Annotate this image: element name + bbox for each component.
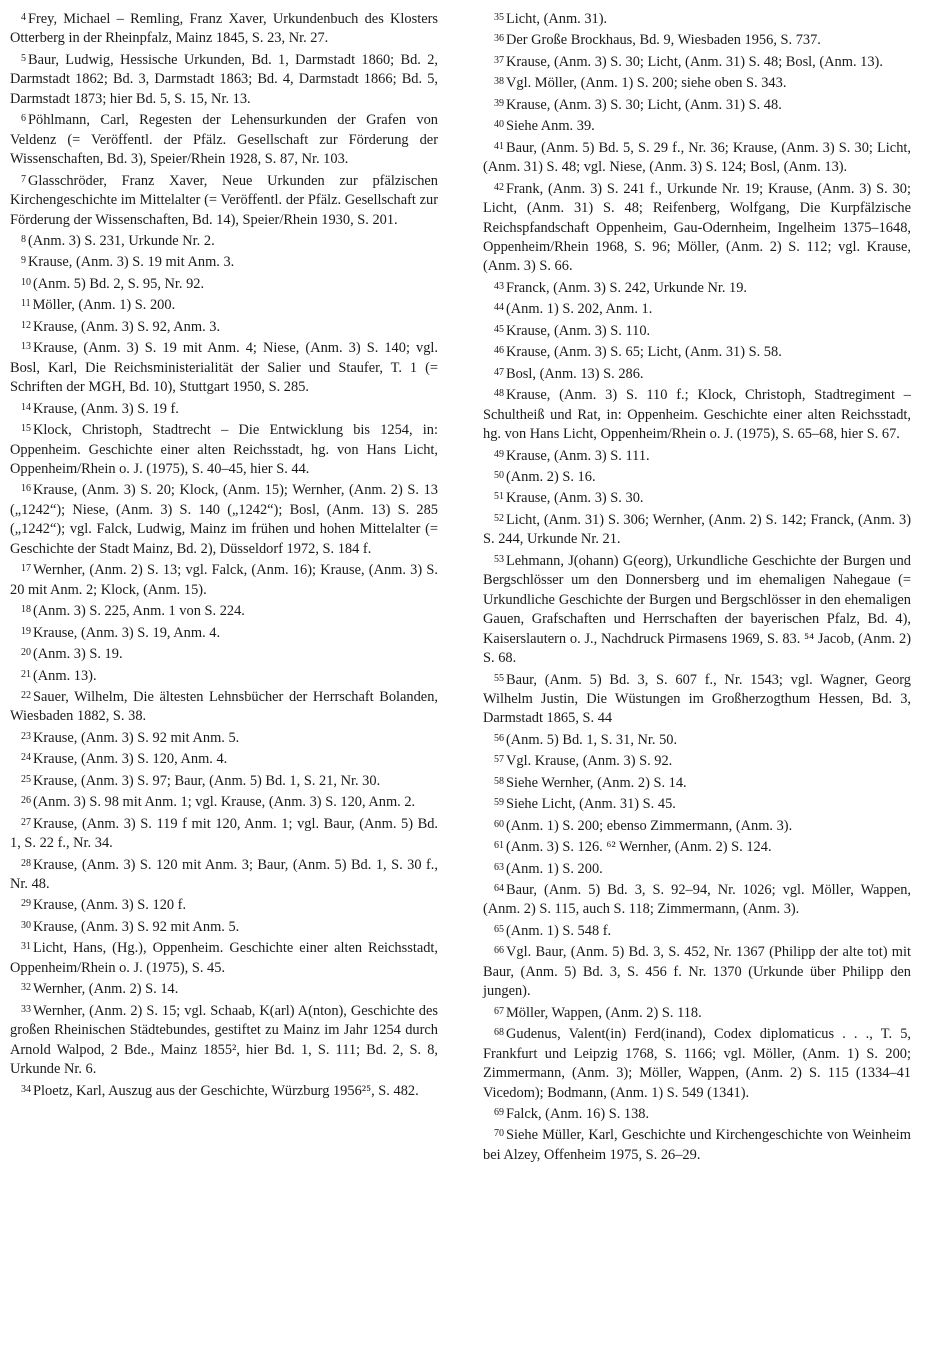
footnote-number: 10 [21,276,31,288]
footnote-text: (Anm. 1) S. 202, Anm. 1. [506,301,653,318]
footnote-number: 44 [494,302,504,314]
footnote-text: (Anm. 3) S. 231, Urkunde Nr. 2. [28,232,215,249]
footnote-text: Krause, (Anm. 3) S. 92 mit Anm. 5. [33,729,240,746]
footnote-text: Ploetz, Karl, Auszug aus der Geschichte, Würzburg 1956²⁵, S. 482. [33,1082,419,1099]
footnote-number: 68 [494,1027,504,1039]
footnote-text: (Anm. 3) S. 225, Anm. 1 von S. 224. [33,603,245,620]
footnote [10,748,438,769]
footnote-number: 29 [21,898,31,910]
footnote-text: Krause, (Anm. 3) S. 19 mit Anm. 3. [28,254,235,271]
footnote [483,858,911,879]
footnote-text: Franck, (Anm. 3) S. 242, Urkunde Nr. 19. [506,279,748,296]
footnote-number: 53 [494,553,504,565]
footnote [10,398,438,419]
footnote [483,277,911,298]
footnote-number: 56 [494,732,504,744]
footnote-text: Krause, (Anm. 3) S. 19 f. [33,400,179,417]
footnote-text: (Anm. 3) S. 19. [33,646,123,663]
footnote-number: 46 [494,345,504,357]
footnote-number: 14 [21,401,31,413]
footnote-number: 35 [494,12,504,23]
footnote-text: Siehe Wernher, (Anm. 2) S. 14. [506,774,687,791]
footnote-text: Möller, (Anm. 1) S. 200. [32,297,176,314]
footnote-text: Sauer, Wilhelm, Die ältesten Lehnsbücher der Herrschaft Bolanden, Wiesbaden 1882, S. 38. [10,688,438,725]
footnote-text: Baur, Ludwig, Hessische Urkunden, Bd. 1, Darmstadt 1860; Bd. 2, Darmstadt 1862; Bd. 3, Darmstadt 1863; Bd. 4, Darmstadt 1866; Bd. 5, Darmstadt 1873; hier Bd. 5, S. 15, Nr. 13. [10,51,438,107]
footnote-number: 38 [494,76,504,88]
footnote-number: 52 [494,512,504,524]
footnote-number: 7 [21,173,26,185]
footnote [10,727,438,748]
footnote [483,941,911,1001]
footnote-number: 17 [21,563,31,575]
footnote [483,51,911,72]
footnote-text: (Anm. 5) Bd. 1, S. 31, Nr. 50. [506,731,678,748]
footnote [483,29,911,50]
footnote-text: (Anm. 1) S. 548 f. [506,922,612,939]
footnote [483,1002,911,1023]
footnote [10,419,438,479]
footnote-number: 69 [494,1107,504,1119]
footnote-text: Klock, Christoph, Stadtrecht – Die Entwicklung bis 1254, in: Oppenheim. Geschichte einer alten Reichsstadt, hg. von Hans Licht, Oppenheim/Rhein o. J. (1975), S. 40–45, hier S. 44. [10,422,438,477]
footnote [483,363,911,384]
footnote [483,1103,911,1124]
footnote [10,1080,438,1101]
footnote-text: (Anm. 2) S. 16. [506,468,596,485]
footnote [10,813,438,854]
footnote-text: Licht, (Anm. 31). [506,11,608,27]
footnote-number: 63 [494,861,504,873]
footnote-number: 42 [494,181,504,193]
footnote-text: Krause, (Anm. 3) S. 119 f mit 120, Anm. 1; vgl. Baur, (Anm. 5) Bd. 1, S. 22 f., Nr. 34. [10,815,438,852]
footnote-number: 59 [494,797,504,809]
footnote-text: Krause, (Anm. 3) S. 92, Anm. 3. [33,318,221,335]
footnote [483,115,911,136]
footnote [10,337,438,397]
footnote [10,978,438,999]
footnote [10,770,438,791]
footnote-number: 49 [494,448,504,460]
footnote-number: 9 [21,255,26,267]
footnote-text: Der Große Brockhaus, Bd. 9, Wiesbaden 1956, S. 737. [506,32,821,49]
footnote-number: 22 [21,689,31,701]
footnote [483,815,911,836]
footnote [483,94,911,115]
footnote [10,251,438,272]
footnote-text: Siehe Müller, Karl, Geschichte und Kirchengeschichte von Weinheim bei Alzey, Offenheim 1975, S. 26–29. [483,1127,911,1163]
footnote-number: 45 [494,323,504,335]
footnote-text: Krause, (Anm. 3) S. 120, Anm. 4. [33,751,228,768]
footnote-text: Licht, (Anm. 31) S. 306; Wernher, (Anm. 2) S. 142; Franck, (Anm. 3) S. 244, Urkunde Nr. 21. [483,511,911,548]
footnote [10,1000,438,1080]
footnote-column-left [10,8,438,1101]
footnote [483,750,911,771]
footnote [10,686,438,727]
footnote [10,916,438,937]
footnote-number: 58 [494,775,504,787]
footnote-number: 50 [494,469,504,481]
footnote [10,622,438,643]
footnote-number: 26 [21,795,31,807]
footnote-text: Krause, (Anm. 3) S. 120 mit Anm. 3; Baur, (Anm. 5) Bd. 1, S. 30 f., Nr. 48. [10,856,438,893]
footnote-number: 51 [494,491,504,503]
footnote-number: 33 [21,1003,31,1015]
footnote-number: 47 [494,366,504,378]
footnote-text: Pöhlmann, Carl, Regesten der Lehensurkunden der Grafen von Veldenz (= Veröffentl. der Pfälz. Gesellschaft zur Förderung der Wissenschaften, Bd. 3), Speier/Rhein 1928, S. 87, Nr. 103. [10,112,438,168]
footnote-text: Vgl. Baur, (Anm. 5) Bd. 3, S. 452, Nr. 1367 (Philipp der alte tot) mit Baur, (Anm. 5) Bd. 3, S. 456 f. Nr. 1370 (Urkunde über Philipp den jungen). [483,944,911,1000]
footnote-number: 6 [21,113,26,125]
footnote-number: 43 [494,280,504,292]
footnote-text: Frank, (Anm. 3) S. 241 f., Urkunde Nr. 19; Krause, (Anm. 3) S. 30; Licht, (Anm. 31) S. 48; Reifenberg, Wolfgang, Die Kurpfälzische Reichspfandschaft Oppenheim, Gau-Odernheim, Ingelheim 1375–1648, Oppenheim/Rhein 1968, S. 96; Möller, (Anm. 2) S. 112; vgl. Krause, (Anm. 3) S. 66. [483,180,911,275]
footnote-number: 16 [21,483,31,495]
footnote-text: Glasschröder, Franz Xaver, Neue Urkunden zur pfälzischen Kirchengeschichte im Mittelalter (= Veröffentl. der Pfälz. Gesellschaft zur Förderung der Wissenschaften, Bd. 14), Speier/Rhein 1930, S. 201. [10,172,438,228]
footnote-text: Baur, (Anm. 5) Bd. 5, S. 29 f., Nr. 36; Krause, (Anm. 3) S. 30; Licht, (Anm. 31) S. 48; vgl. Niese, (Anm. 3) S. 124; Bosl, (Anm. 13). [483,139,911,176]
footnote-number: 65 [494,923,504,935]
footnote [483,466,911,487]
footnote-number: 30 [21,919,31,931]
footnote-text: (Anm. 3) S. 126. ⁶² Wernher, (Anm. 2) S. 124. [506,839,772,856]
footnote-number: 37 [494,54,504,66]
footnote-text: Siehe Anm. 39. [506,118,595,135]
footnote-text: Wernher, (Anm. 2) S. 13; vgl. Falck, (Anm. 16); Krause, (Anm. 3) S. 20 mit Anm. 2; Klock, (Anm. 15). [10,562,438,598]
footnote [483,178,911,277]
footnote-number: 20 [21,647,31,659]
footnote [10,170,438,230]
footnote-number: 19 [21,625,31,637]
footnote-number: 70 [494,1128,504,1140]
footnote-number: 15 [21,423,31,435]
footnote [10,894,438,915]
footnote [10,109,438,169]
footnote [483,445,911,466]
footnote [483,137,911,178]
footnote-number: 31 [21,941,31,953]
footnote [483,669,911,729]
footnote-text: Siehe Licht, (Anm. 31) S. 45. [506,796,676,813]
footnote-number: 61 [494,840,504,852]
footnote-number: 60 [494,818,504,830]
footnote-text: Bosl, (Anm. 13) S. 286. [506,365,644,382]
footnote-text: Krause, (Anm. 3) S. 97; Baur, (Anm. 5) Bd. 1, S. 21, Nr. 30. [33,772,381,789]
footnote [10,316,438,337]
footnote [10,791,438,812]
footnote-number: 66 [494,945,504,957]
footnote-number: 23 [21,730,31,742]
footnote-number: 21 [21,668,31,680]
footnote-number: 40 [494,119,504,131]
footnote-text: Frey, Michael – Remling, Franz Xaver, Urkundenbuch des Klosters Otterberg in der Rheinpfalz, Mainz 1845, S. 23, Nr. 27. [10,11,438,47]
footnote [10,643,438,664]
footnote [483,1124,911,1165]
footnote [483,729,911,750]
footnote [483,487,911,508]
footnote-number: 5 [21,52,26,64]
footnote-number: 11 [21,298,31,310]
footnote [10,854,438,895]
footnote-column-right [483,8,911,1165]
footnote-text: Krause, (Anm. 3) S. 19, Anm. 4. [33,624,221,641]
footnote [483,72,911,93]
footnote-text: Baur, (Anm. 5) Bd. 3, S. 92–94, Nr. 1026; vgl. Möller, Wappen, (Anm. 2) S. 115, auch S. 118; Zimmermann, (Anm. 3). [483,882,911,918]
footnote-text: Baur, (Anm. 5) Bd. 3, S. 607 f., Nr. 1543; vgl. Wagner, Georg Wilhelm Justin, Die Wüstungen im Großherzogthum Hessen, Bd. 3, Darmstadt 1865, S. 44 [483,671,911,727]
footnote-text: Wernher, (Anm. 2) S. 15; vgl. Schaab, K(arl) A(nton), Geschichte des großen Rheinischen Städtebundes, gestiftet zu Mainz im Jahr 1254 durch Arnold Walpod, 2 Bde., Mainz 1855², hier Bd. 1, S. 111; Bd. 2, S. 8, Urkunde Nr. 6. [10,1002,438,1078]
footnote-text: (Anm. 1) S. 200. [506,860,603,877]
footnote [483,341,911,362]
footnote-text: Vgl. Krause, (Anm. 3) S. 92. [506,753,673,770]
footnote [483,793,911,814]
footnote-text: Krause, (Anm. 3) S. 20; Klock, (Anm. 15); Wernher, (Anm. 2) S. 13 („1242“); Niese, (Anm. 3) S. 140 („1242“); Bosl, (Anm. 13) S. 285 („1242“); vgl. Falck, Ludwig, Mainz im frühen und hohen Mittelalter (= Geschichte der Stadt Mainz, Bd. 2), Düsseldorf 1972, S. 184 f. [10,482,438,557]
footnote [483,509,911,550]
footnote [483,8,911,29]
footnote [483,298,911,319]
footnote [10,230,438,251]
footnote [483,550,911,669]
footnote-number: 13 [21,341,31,353]
footnote-text: Falck, (Anm. 16) S. 138. [506,1106,650,1123]
footnote-number: 25 [21,773,31,785]
footnote-number: 64 [494,883,504,895]
footnote [10,479,438,559]
footnote [483,384,911,444]
footnote-text: Möller, Wappen, (Anm. 2) S. 118. [506,1004,702,1021]
footnote [483,836,911,857]
footnote-text: Vgl. Möller, (Anm. 1) S. 200; siehe oben S. 343. [506,75,787,92]
footnote [10,273,438,294]
footnote-text: Krause, (Anm. 3) S. 110 f.; Klock, Christoph, Stadtregiment – Schultheiß und Rat, in: Oppenheim. Geschichte einer alten Reichsstadt, hg. von Hans Licht, Oppenheim/Rhein o. J. (1975), S. 65–68, hier S. 67. [483,387,911,443]
footnote-text: (Anm. 1) S. 200; ebenso Zimmermann, (Anm. 3). [506,817,793,834]
footnote-number: 55 [494,672,504,684]
footnote-number: 39 [494,97,504,109]
footnote-text: Krause, (Anm. 3) S. 30; Licht, (Anm. 31) S. 48. [506,96,782,113]
footnote-text: Gudenus, Valent(in) Ferd(inand), Codex diplomaticus . . ., T. 5, Frankfurt und Leipzig 1768, S. 1166; vgl. Möller, (Anm. 1) S. 200; Zimmermann, (Anm. 3); Möller, Wappen, (Anm. 2) S. 115 (1334–41 Vicedom); Bodmann, (Anm. 1) S. 549 (1341). [483,1026,911,1101]
footnote [483,879,911,920]
footnote [10,937,438,978]
footnote-text: Krause, (Anm. 3) S. 19 mit Anm. 4; Niese, (Anm. 3) S. 140; vgl. Bosl, Karl, Die Reichsministerialität der Salier und Staufer, T. 1 (= Schriften der MGH, Bd. 10), Stuttgart 1950, S. 285. [10,340,438,396]
footnote-number: 12 [21,319,31,331]
footnote [483,772,911,793]
footnote-text: Krause, (Anm. 3) S. 30; Licht, (Anm. 31) S. 48; Bosl, (Anm. 13). [506,53,883,70]
footnote-text: Krause, (Anm. 3) S. 110. [506,322,651,339]
footnote [10,600,438,621]
footnote-number: 36 [494,33,504,45]
footnote [10,559,438,600]
footnote [10,665,438,686]
footnote-number: 8 [21,233,26,245]
footnote-text: (Anm. 3) S. 98 mit Anm. 1; vgl. Krause, (Anm. 3) S. 120, Anm. 2. [33,794,416,811]
footnote-number: 24 [21,752,31,764]
footnote [10,8,438,49]
footnote-text: (Anm. 5) Bd. 2, S. 95, Nr. 92. [33,275,205,292]
footnote [483,320,911,341]
footnote-number: 4 [21,12,26,23]
footnote-text: (Anm. 13). [33,667,97,684]
footnote-number: 67 [494,1005,504,1017]
footnote-number: 27 [21,816,31,828]
footnote [10,294,438,315]
footnote-text: Lehmann, J(ohann) G(eorg), Urkundliche Geschichte der Burgen und Bergschlösser um den Donnersberg und im ehemaligen Nahegaue (= Urkundliche Geschichte der Burgen und Bergschlösser in den ehemaligen Gauen, Grafschaften und Herrschaften der bayerischen Pfalz, Bd. 4), Kaiserslautern o. J., Nachdruck Pirmasens 1969, S. 83. ⁵⁴ Jacob, (Anm. 2) S. 68. [483,552,911,667]
footnote-text: Krause, (Anm. 3) S. 30. [506,490,644,507]
footnote [483,920,911,941]
footnote-number: 41 [494,140,504,152]
footnote-number: 48 [494,388,504,400]
footnote-number: 18 [21,604,31,616]
footnote-number: 28 [21,857,31,869]
footnote-text: Licht, Hans, (Hg.), Oppenheim. Geschichte einer alten Reichsstadt, Oppenheim/Rhein o. J. (1975), S. 45. [10,940,438,976]
footnote [10,49,438,109]
footnote-number: 32 [21,982,31,994]
footnote-number: 34 [21,1083,31,1095]
footnote-text: Krause, (Anm. 3) S. 92 mit Anm. 5. [33,918,240,935]
footnote [483,1023,911,1103]
footnote-text: Wernher, (Anm. 2) S. 14. [33,981,179,998]
footnote-text: Krause, (Anm. 3) S. 65; Licht, (Anm. 31) S. 58. [506,344,782,361]
footnote-number: 57 [494,754,504,766]
footnote-text: Krause, (Anm. 3) S. 120 f. [33,897,187,914]
footnote-text: Krause, (Anm. 3) S. 111. [506,447,650,464]
